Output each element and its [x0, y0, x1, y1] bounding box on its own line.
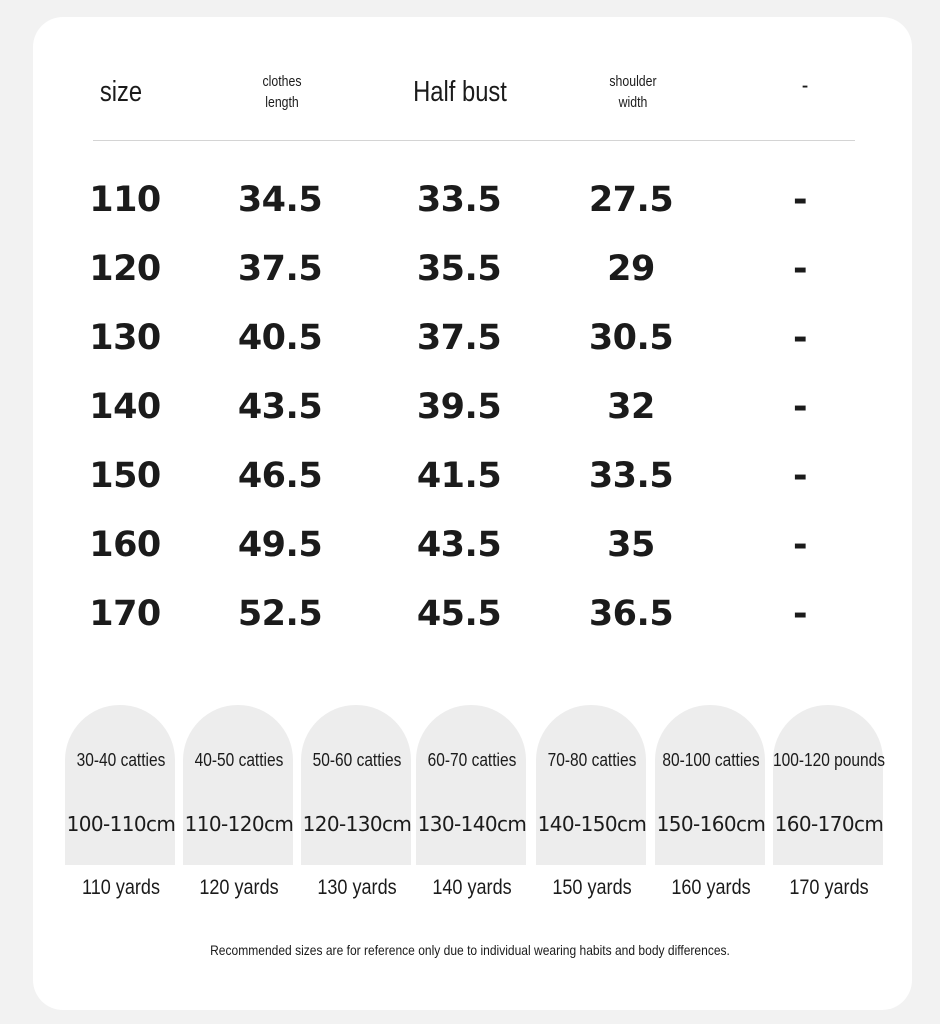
recommended-weight: 60-70 catties — [427, 750, 517, 770]
recommended-height: 140-150cm — [537, 812, 647, 836]
table-cell: - — [792, 387, 808, 427]
table-cell: - — [792, 594, 808, 634]
header-half-bust: Half bust — [413, 76, 507, 108]
arch-shape — [416, 705, 526, 865]
recommendation-item — [301, 0, 413, 1024]
table-cell: 43.5 — [416, 525, 502, 565]
footnote: Recommended sizes are for reference only due to individual wearing habits and body differences. — [210, 942, 730, 958]
recommendation-item — [65, 0, 177, 1024]
table-cell: 34.5 — [237, 180, 323, 220]
recommended-size: 110 yards — [82, 876, 160, 899]
arch-shape — [536, 705, 646, 865]
header-shoulder-width: shoulder width — [609, 73, 657, 111]
table-cell: 110 — [89, 180, 161, 220]
arch-shape — [773, 705, 883, 865]
table-cell: 46.5 — [237, 456, 323, 496]
table-cell: 170 — [89, 594, 161, 634]
table-cell: 35.5 — [416, 249, 502, 289]
table-cell: 37.5 — [416, 318, 502, 358]
recommended-weight: 30-40 catties — [76, 750, 166, 770]
recommended-weight: 70-80 catties — [547, 750, 637, 770]
table-cell: 33.5 — [588, 456, 674, 496]
table-cell: 41.5 — [416, 456, 502, 496]
table-cell: 37.5 — [237, 249, 323, 289]
table-cell: 140 — [89, 387, 161, 427]
recommended-weight: 80-100 catties — [662, 750, 760, 770]
recommended-weight: 40-50 catties — [194, 750, 284, 770]
table-cell: 36.5 — [588, 594, 674, 634]
recommended-size: 160 yards — [671, 876, 751, 899]
table-cell: 49.5 — [237, 525, 323, 565]
recommended-size: 120 yards — [199, 876, 279, 899]
table-cell: 30.5 — [588, 318, 674, 358]
arch-shape — [301, 705, 411, 865]
arch-shape — [65, 705, 175, 865]
arch-shape — [655, 705, 765, 865]
table-cell: 150 — [89, 456, 161, 496]
table-cell: 45.5 — [416, 594, 502, 634]
recommended-height: 160-170cm — [774, 812, 884, 836]
table-cell: - — [792, 525, 808, 565]
recommendation-item — [416, 0, 528, 1024]
recommended-height: 120-130cm — [302, 812, 412, 836]
recommendation-item — [183, 0, 295, 1024]
recommendation-item — [773, 0, 885, 1024]
recommended-weight: 100-120 pounds — [773, 750, 885, 770]
table-cell: 39.5 — [416, 387, 502, 427]
table-cell: - — [792, 180, 808, 220]
table-cell: 29 — [607, 249, 655, 289]
recommended-height: 110-120cm — [184, 812, 294, 836]
table-cell: 43.5 — [237, 387, 323, 427]
table-cell: 35 — [607, 525, 655, 565]
recommendation-item — [536, 0, 648, 1024]
recommended-height: 130-140cm — [417, 812, 527, 836]
header-size: size — [99, 76, 143, 108]
table-cell: 130 — [89, 318, 161, 358]
table-cell: - — [792, 249, 808, 289]
table-cell: 33.5 — [416, 180, 502, 220]
table-cell: - — [792, 318, 808, 358]
table-cell: - — [792, 456, 808, 496]
header-clothes-length: clothes length — [262, 73, 302, 111]
table-cell: 40.5 — [237, 318, 323, 358]
header-blank: - — [801, 72, 809, 99]
recommended-height: 150-160cm — [656, 812, 766, 836]
recommended-height: 100-110cm — [66, 812, 176, 836]
table-cell: 32 — [607, 387, 655, 427]
recommended-size: 170 yards — [789, 876, 869, 899]
table-cell: 160 — [89, 525, 161, 565]
table-cell: 120 — [89, 249, 161, 289]
recommended-size: 150 yards — [552, 876, 632, 899]
table-cell: 27.5 — [588, 180, 674, 220]
arch-shape — [183, 705, 293, 865]
recommendation-item — [655, 0, 767, 1024]
recommended-size: 130 yards — [317, 876, 397, 899]
recommended-size: 140 yards — [432, 876, 512, 899]
table-cell: 52.5 — [237, 594, 323, 634]
recommended-weight: 50-60 catties — [312, 750, 402, 770]
